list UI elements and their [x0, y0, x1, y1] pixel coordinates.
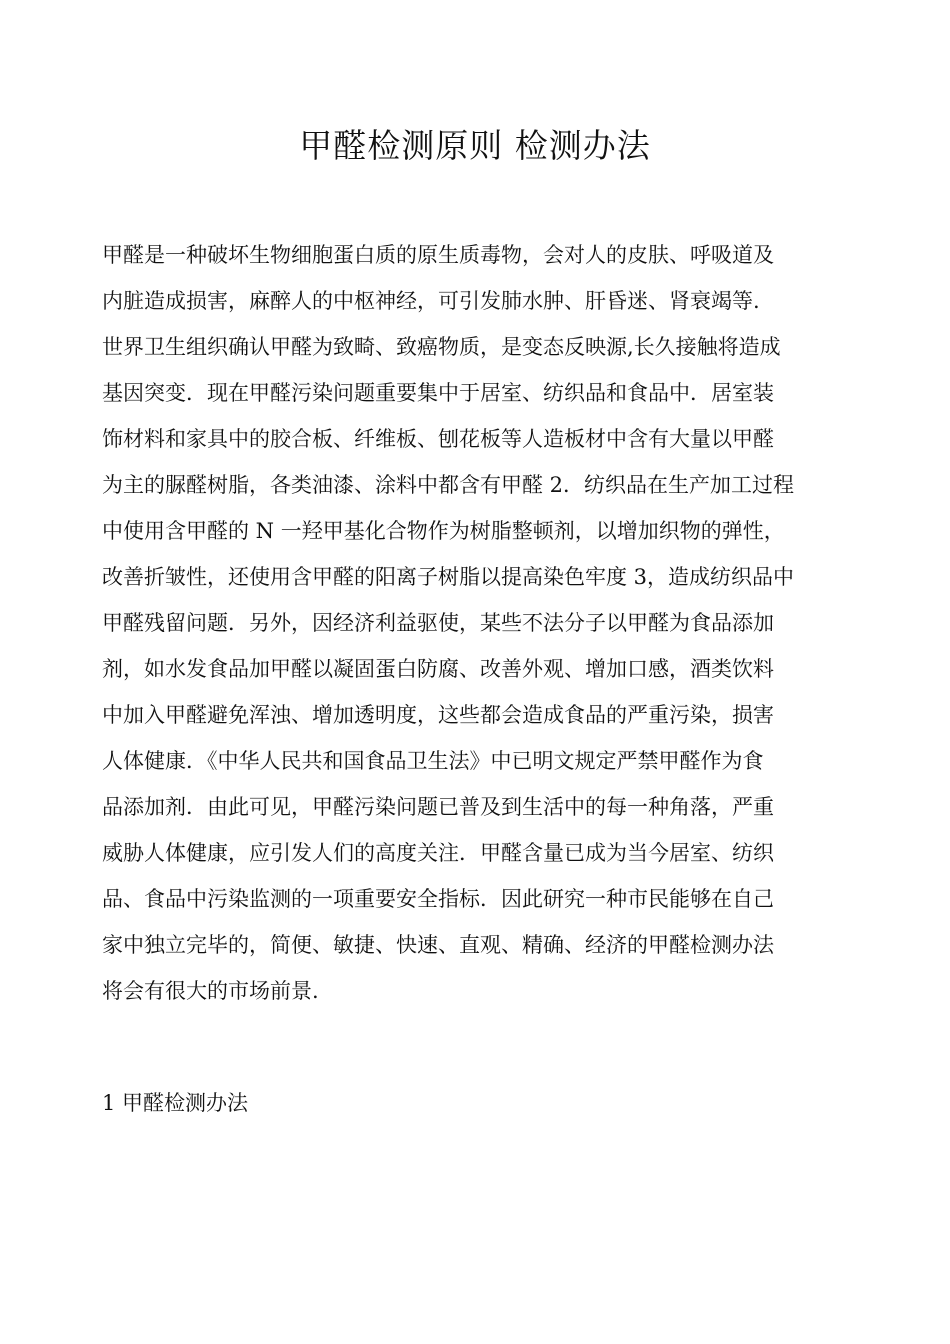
paragraph-line: 品、食品中污染监测的一项重要安全指标．因此研究一种市民能够在自己 — [102, 887, 774, 911]
paragraph-line: 为主的脲醛树脂，各类油漆、涂料中都含有甲醛 2．纺织品在生产加工过程 — [102, 473, 795, 497]
paragraph-line: 将会有很大的市场前景. — [102, 979, 319, 1003]
paragraph-line: 世界卫生组织确认甲醛为致畸、致癌物质，是变态反映源,长久接触将造成 — [102, 335, 781, 359]
paragraph-line: 基因突变．现在甲醛污染问题重要集中于居室、纺织品和食品中．居室装 — [102, 381, 774, 405]
paragraph-line: 中使用含甲醛的 N 一羟甲基化合物作为树脂整顿剂，以增加织物的弹性， — [102, 519, 785, 543]
paragraph-line: 甲醛残留问题．另外，因经济利益驱使，某些不法分子以甲醛为食品添加 — [102, 611, 774, 635]
paragraph-line: 饰材料和家具中的胶合板、纤维板、刨花板等人造板材中含有大量以甲醛 — [102, 427, 774, 451]
document-title: 甲醛检测原则 检测办法 — [299, 126, 651, 165]
paragraph-line: 内脏造成损害，麻醉人的中枢神经，可引发肺水肿、肝昏迷、肾衰竭等. — [102, 289, 760, 313]
section-heading: 1 甲醛检测办法 — [102, 1091, 249, 1115]
paragraph-line: 甲醛是一种破坏生物细胞蛋白质的原生质毒物，会对人的皮肤、呼吸道及 — [102, 243, 774, 267]
paragraph-line: 家中独立完毕的，简便、敏捷、快速、直观、精确、经济的甲醛检测办法 — [102, 933, 774, 957]
paragraph-line: 威胁人体健康，应引发人们的高度关注．甲醛含量已成为当今居室、纺织 — [102, 841, 774, 865]
paragraph-line: 人体健康．《中华人民共和国食品卫生法》中已明文规定严禁甲醛作为食 — [102, 749, 764, 773]
paragraph-line: 剂，如水发食品加甲醛以凝固蛋白防腐、改善外观、增加口感，酒类饮料 — [102, 657, 774, 681]
paragraph-line: 品添加剂．由此可见，甲醛污染问题已普及到生活中的每一种角落，严重 — [102, 795, 774, 819]
paragraph-line: 改善折皱性，还使用含甲醛的阳离子树脂以提高染色牢度 3，造成纺织品中 — [102, 565, 795, 589]
paragraph-line: 中加入甲醛避免浑浊、增加透明度，这些都会造成食品的严重污染，损害 — [102, 703, 774, 727]
body-paragraph — [102, 232, 862, 1014]
